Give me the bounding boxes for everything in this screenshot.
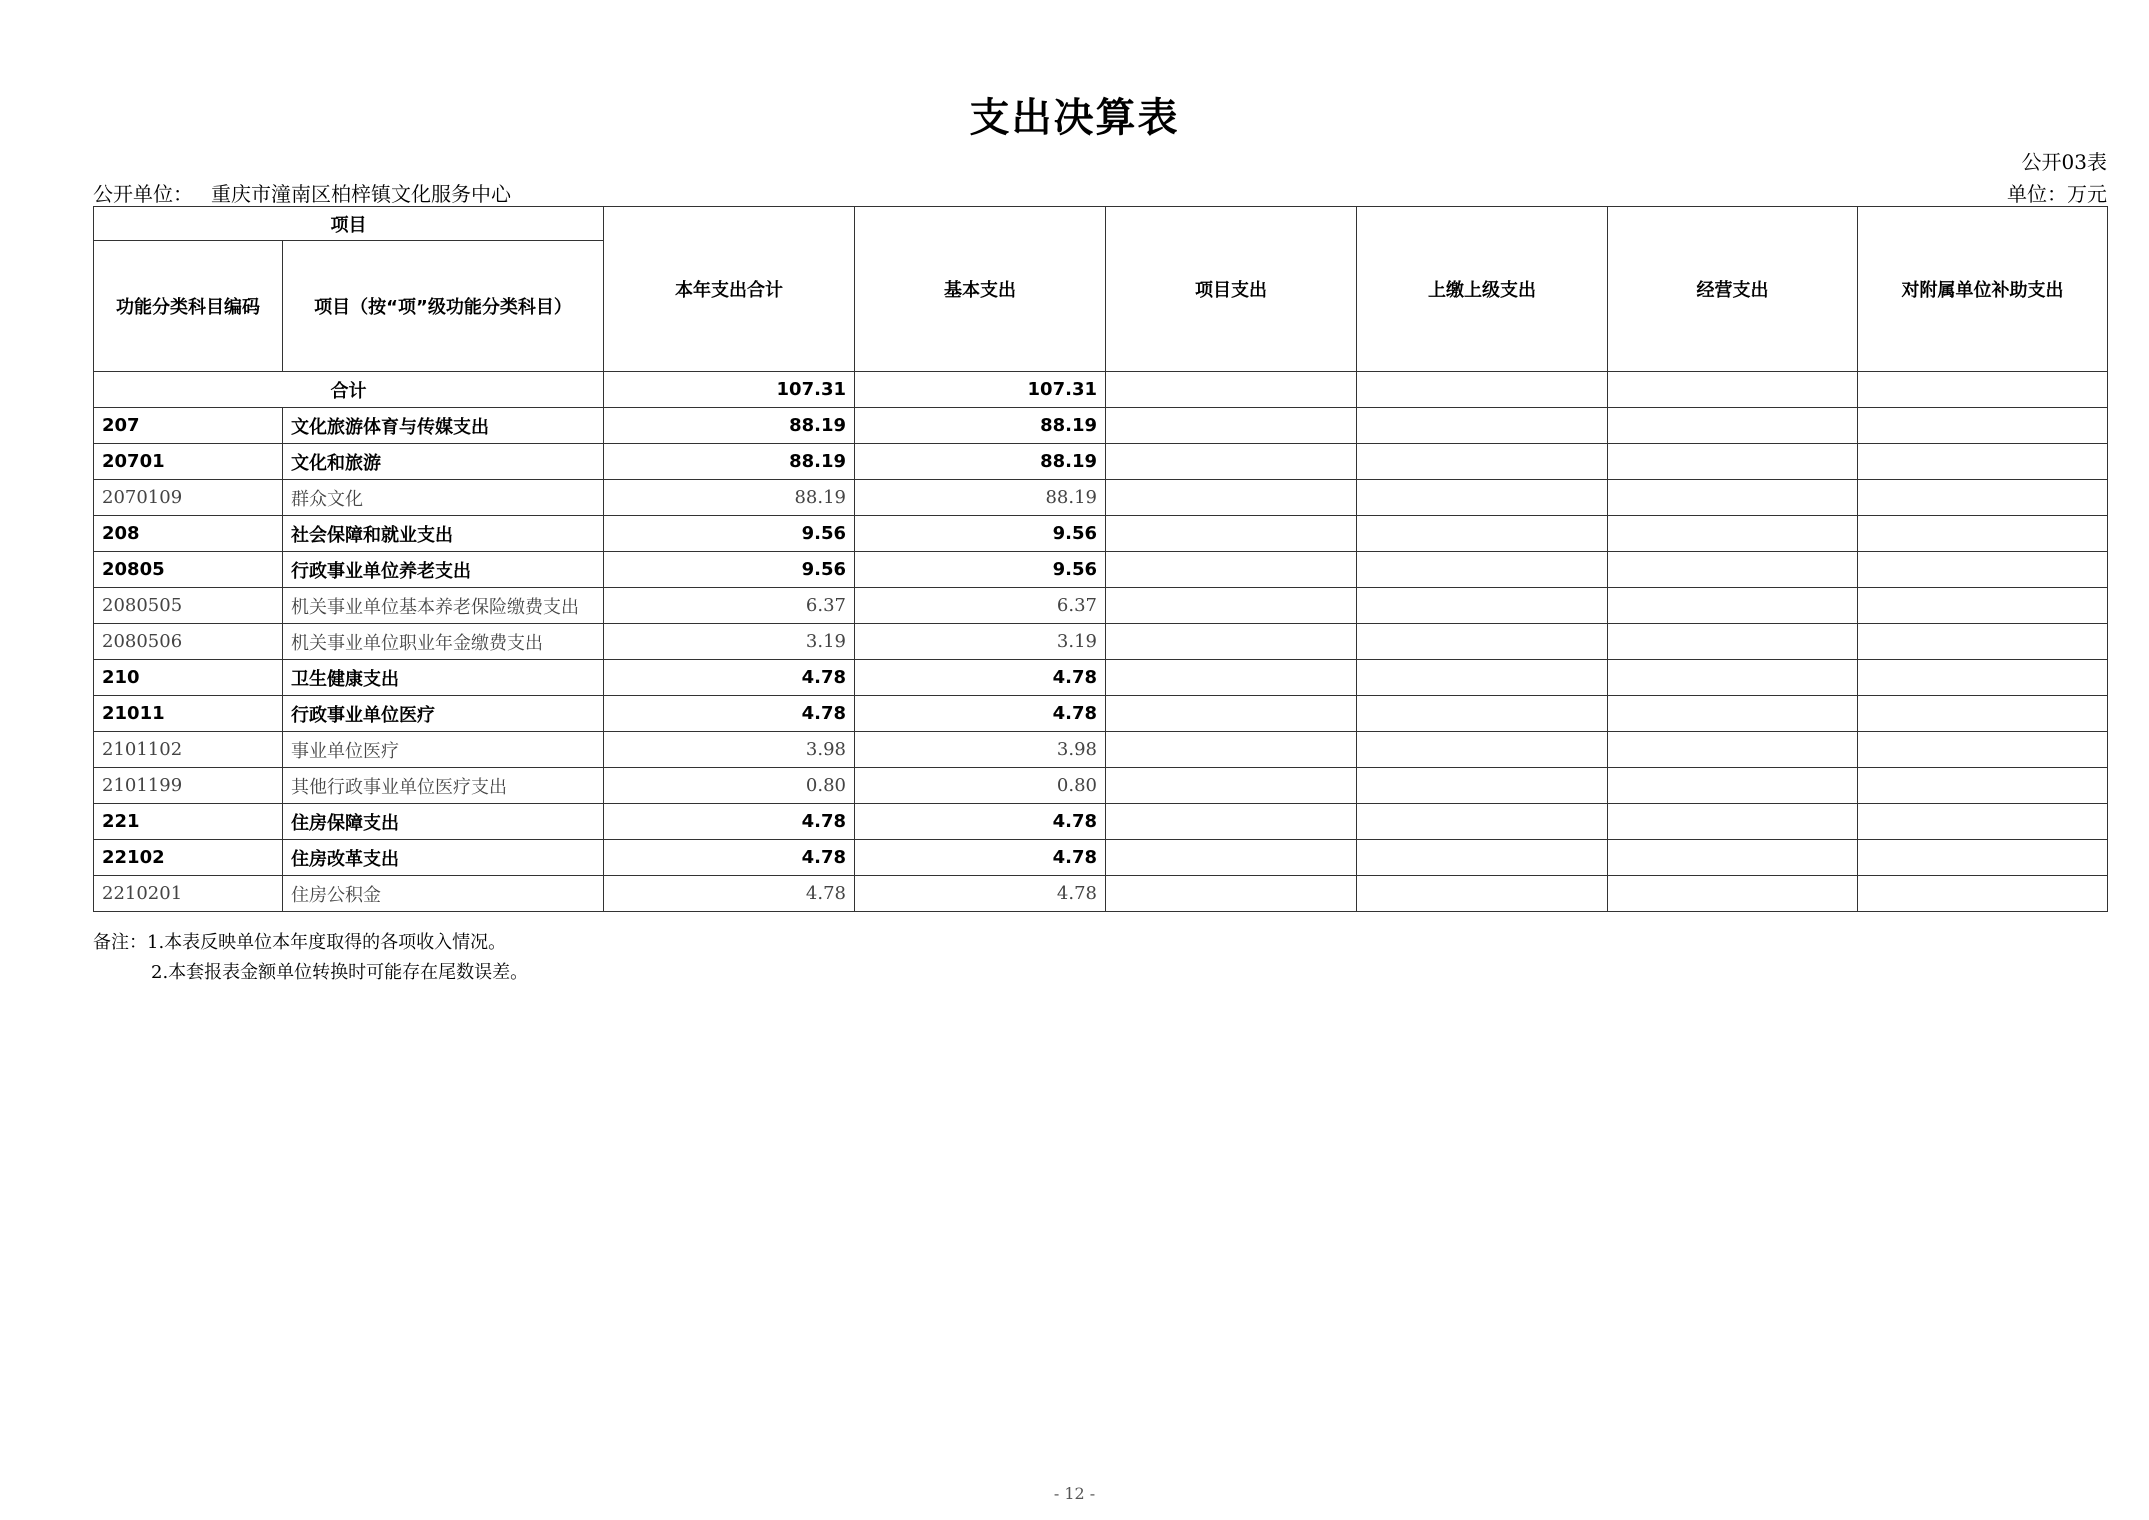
total-total: 107.31 <box>604 372 855 408</box>
row-empty-cell <box>1106 588 1357 624</box>
row-code: 210 <box>94 660 283 696</box>
row-total: 4.78 <box>604 876 855 912</box>
row-empty-cell <box>1357 444 1608 480</box>
header-business: 经营支出 <box>1608 207 1858 372</box>
row-basic: 0.80 <box>855 768 1106 804</box>
note-2: 2.本套报表金额单位转换时可能存在尾数误差。 <box>151 962 529 983</box>
row-name: 群众文化 <box>283 480 604 516</box>
row-empty-cell <box>1357 480 1608 516</box>
row-empty-cell <box>1858 408 2108 444</box>
row-empty-cell <box>1357 804 1608 840</box>
header-upper-remit: 上缴上级支出 <box>1357 207 1608 372</box>
row-total: 4.78 <box>604 840 855 876</box>
row-empty-cell <box>1858 588 2108 624</box>
row-code: 2080505 <box>94 588 283 624</box>
notes <box>93 928 528 988</box>
row-empty-cell <box>1357 768 1608 804</box>
row-total: 3.98 <box>604 732 855 768</box>
table-row <box>94 696 2108 732</box>
row-basic: 88.19 <box>855 444 1106 480</box>
row-empty-cell <box>1106 444 1357 480</box>
row-name: 卫生健康支出 <box>283 660 604 696</box>
table-row <box>94 444 2108 480</box>
row-basic: 6.37 <box>855 588 1106 624</box>
table-row <box>94 624 2108 660</box>
row-empty-cell <box>1106 408 1357 444</box>
row-name: 机关事业单位基本养老保险缴费支出 <box>283 588 604 624</box>
row-basic: 4.78 <box>855 696 1106 732</box>
table-row <box>94 840 2108 876</box>
row-empty-cell <box>1357 660 1608 696</box>
header-total: 本年支出合计 <box>604 207 855 372</box>
page-number: - 12 - <box>1053 1484 1096 1503</box>
row-name: 社会保障和就业支出 <box>283 516 604 552</box>
note-1: 备注：1.本表反映单位本年度取得的各项收入情况。 <box>93 932 507 953</box>
row-total: 4.78 <box>604 804 855 840</box>
row-empty-cell <box>1858 768 2108 804</box>
row-name: 机关事业单位职业年金缴费支出 <box>283 624 604 660</box>
row-empty-cell <box>1106 768 1357 804</box>
total-row <box>94 372 2108 408</box>
row-basic: 4.78 <box>855 876 1106 912</box>
total-basic: 107.31 <box>855 372 1106 408</box>
row-total: 88.19 <box>604 408 855 444</box>
header-code: 功能分类科目编码 <box>94 241 283 372</box>
row-code: 2101102 <box>94 732 283 768</box>
row-empty-cell <box>1608 552 1858 588</box>
row-empty-cell <box>1858 444 2108 480</box>
row-empty-cell <box>1858 516 2108 552</box>
form-number: 公开03表 <box>2021 150 2107 174</box>
row-empty-cell <box>1357 624 1608 660</box>
row-basic: 9.56 <box>855 516 1106 552</box>
row-code: 2210201 <box>94 876 283 912</box>
row-empty-cell <box>1106 660 1357 696</box>
unit-name: 重庆市潼南区柏梓镇文化服务中心 <box>211 182 511 206</box>
table-row <box>94 732 2108 768</box>
table-body <box>94 372 2108 912</box>
row-name: 住房公积金 <box>283 876 604 912</box>
table-row <box>94 408 2108 444</box>
row-code: 207 <box>94 408 283 444</box>
row-empty-cell <box>1357 516 1608 552</box>
row-code: 22102 <box>94 840 283 876</box>
row-empty-cell <box>1608 444 1858 480</box>
row-total: 4.78 <box>604 696 855 732</box>
header-project-expenditure: 项目支出 <box>1106 207 1357 372</box>
row-basic: 3.98 <box>855 732 1106 768</box>
row-empty-cell <box>1858 840 2108 876</box>
row-total: 4.78 <box>604 660 855 696</box>
row-empty-cell <box>1357 840 1608 876</box>
unit-label: 公开单位： <box>93 182 193 206</box>
row-total: 9.56 <box>604 516 855 552</box>
row-code: 21011 <box>94 696 283 732</box>
row-empty-cell <box>1106 804 1357 840</box>
header-subsidy: 对附属单位补助支出 <box>1858 207 2108 372</box>
row-empty-cell <box>1858 624 2108 660</box>
row-code: 20805 <box>94 552 283 588</box>
row-total: 88.19 <box>604 480 855 516</box>
row-empty-cell <box>1357 696 1608 732</box>
row-empty-cell <box>1357 588 1608 624</box>
header-project: 项目 <box>94 207 604 241</box>
header-basic: 基本支出 <box>855 207 1106 372</box>
row-code: 208 <box>94 516 283 552</box>
row-basic: 9.56 <box>855 552 1106 588</box>
row-basic: 4.78 <box>855 840 1106 876</box>
row-empty-cell <box>1608 876 1858 912</box>
row-empty-cell <box>1106 876 1357 912</box>
table-row <box>94 660 2108 696</box>
row-basic: 4.78 <box>855 660 1106 696</box>
table-row <box>94 804 2108 840</box>
header-item: 项目（按“项”级功能分类科目） <box>283 241 604 372</box>
row-empty-cell <box>1858 804 2108 840</box>
row-basic: 88.19 <box>855 408 1106 444</box>
page-title: 支出决算表 <box>969 95 1180 141</box>
row-empty-cell <box>1608 516 1858 552</box>
row-empty-cell <box>1106 732 1357 768</box>
row-basic: 88.19 <box>855 480 1106 516</box>
row-empty-cell <box>1106 516 1357 552</box>
row-empty-cell <box>1357 732 1608 768</box>
table-row <box>94 588 2108 624</box>
row-empty-cell <box>1357 552 1608 588</box>
row-empty-cell <box>1608 732 1858 768</box>
row-name: 文化和旅游 <box>283 444 604 480</box>
row-empty-cell <box>1608 480 1858 516</box>
row-empty-cell <box>1858 696 2108 732</box>
row-name: 住房保障支出 <box>283 804 604 840</box>
row-empty-cell <box>1106 552 1357 588</box>
row-code: 2101199 <box>94 768 283 804</box>
row-total: 88.19 <box>604 444 855 480</box>
row-total: 6.37 <box>604 588 855 624</box>
table-row <box>94 480 2108 516</box>
row-empty-cell <box>1106 624 1357 660</box>
row-code: 2080506 <box>94 624 283 660</box>
row-empty-cell <box>1608 408 1858 444</box>
row-empty-cell <box>1858 552 2108 588</box>
row-empty-cell <box>1858 480 2108 516</box>
row-empty-cell <box>1858 876 2108 912</box>
row-name: 行政事业单位医疗 <box>283 696 604 732</box>
row-basic: 4.78 <box>855 804 1106 840</box>
reporting-unit <box>93 178 511 207</box>
row-empty-cell <box>1858 660 2108 696</box>
row-code: 20701 <box>94 444 283 480</box>
row-empty-cell <box>1858 732 2108 768</box>
row-empty-cell <box>1106 696 1357 732</box>
row-empty-cell <box>1608 696 1858 732</box>
currency-unit: 单位：万元 <box>2007 182 2107 206</box>
row-empty-cell <box>1106 480 1357 516</box>
row-empty-cell <box>1357 876 1608 912</box>
row-total: 3.19 <box>604 624 855 660</box>
row-code: 2070109 <box>94 480 283 516</box>
row-name: 其他行政事业单位医疗支出 <box>283 768 604 804</box>
row-empty-cell <box>1608 768 1858 804</box>
row-empty-cell <box>1608 840 1858 876</box>
row-empty-cell <box>1608 588 1858 624</box>
row-name: 行政事业单位养老支出 <box>283 552 604 588</box>
table-row <box>94 516 2108 552</box>
row-empty-cell <box>1608 624 1858 660</box>
row-empty-cell <box>1357 408 1608 444</box>
row-empty-cell <box>1608 660 1858 696</box>
row-name: 事业单位医疗 <box>283 732 604 768</box>
row-name: 文化旅游体育与传媒支出 <box>283 408 604 444</box>
row-basic: 3.19 <box>855 624 1106 660</box>
total-label: 合计 <box>94 372 604 408</box>
expenditure-table <box>93 206 2108 912</box>
row-empty-cell <box>1106 840 1357 876</box>
row-total: 9.56 <box>604 552 855 588</box>
table-row <box>94 552 2108 588</box>
table-row <box>94 768 2108 804</box>
row-total: 0.80 <box>604 768 855 804</box>
row-code: 221 <box>94 804 283 840</box>
table-row <box>94 876 2108 912</box>
row-name: 住房改革支出 <box>283 840 604 876</box>
row-empty-cell <box>1608 804 1858 840</box>
